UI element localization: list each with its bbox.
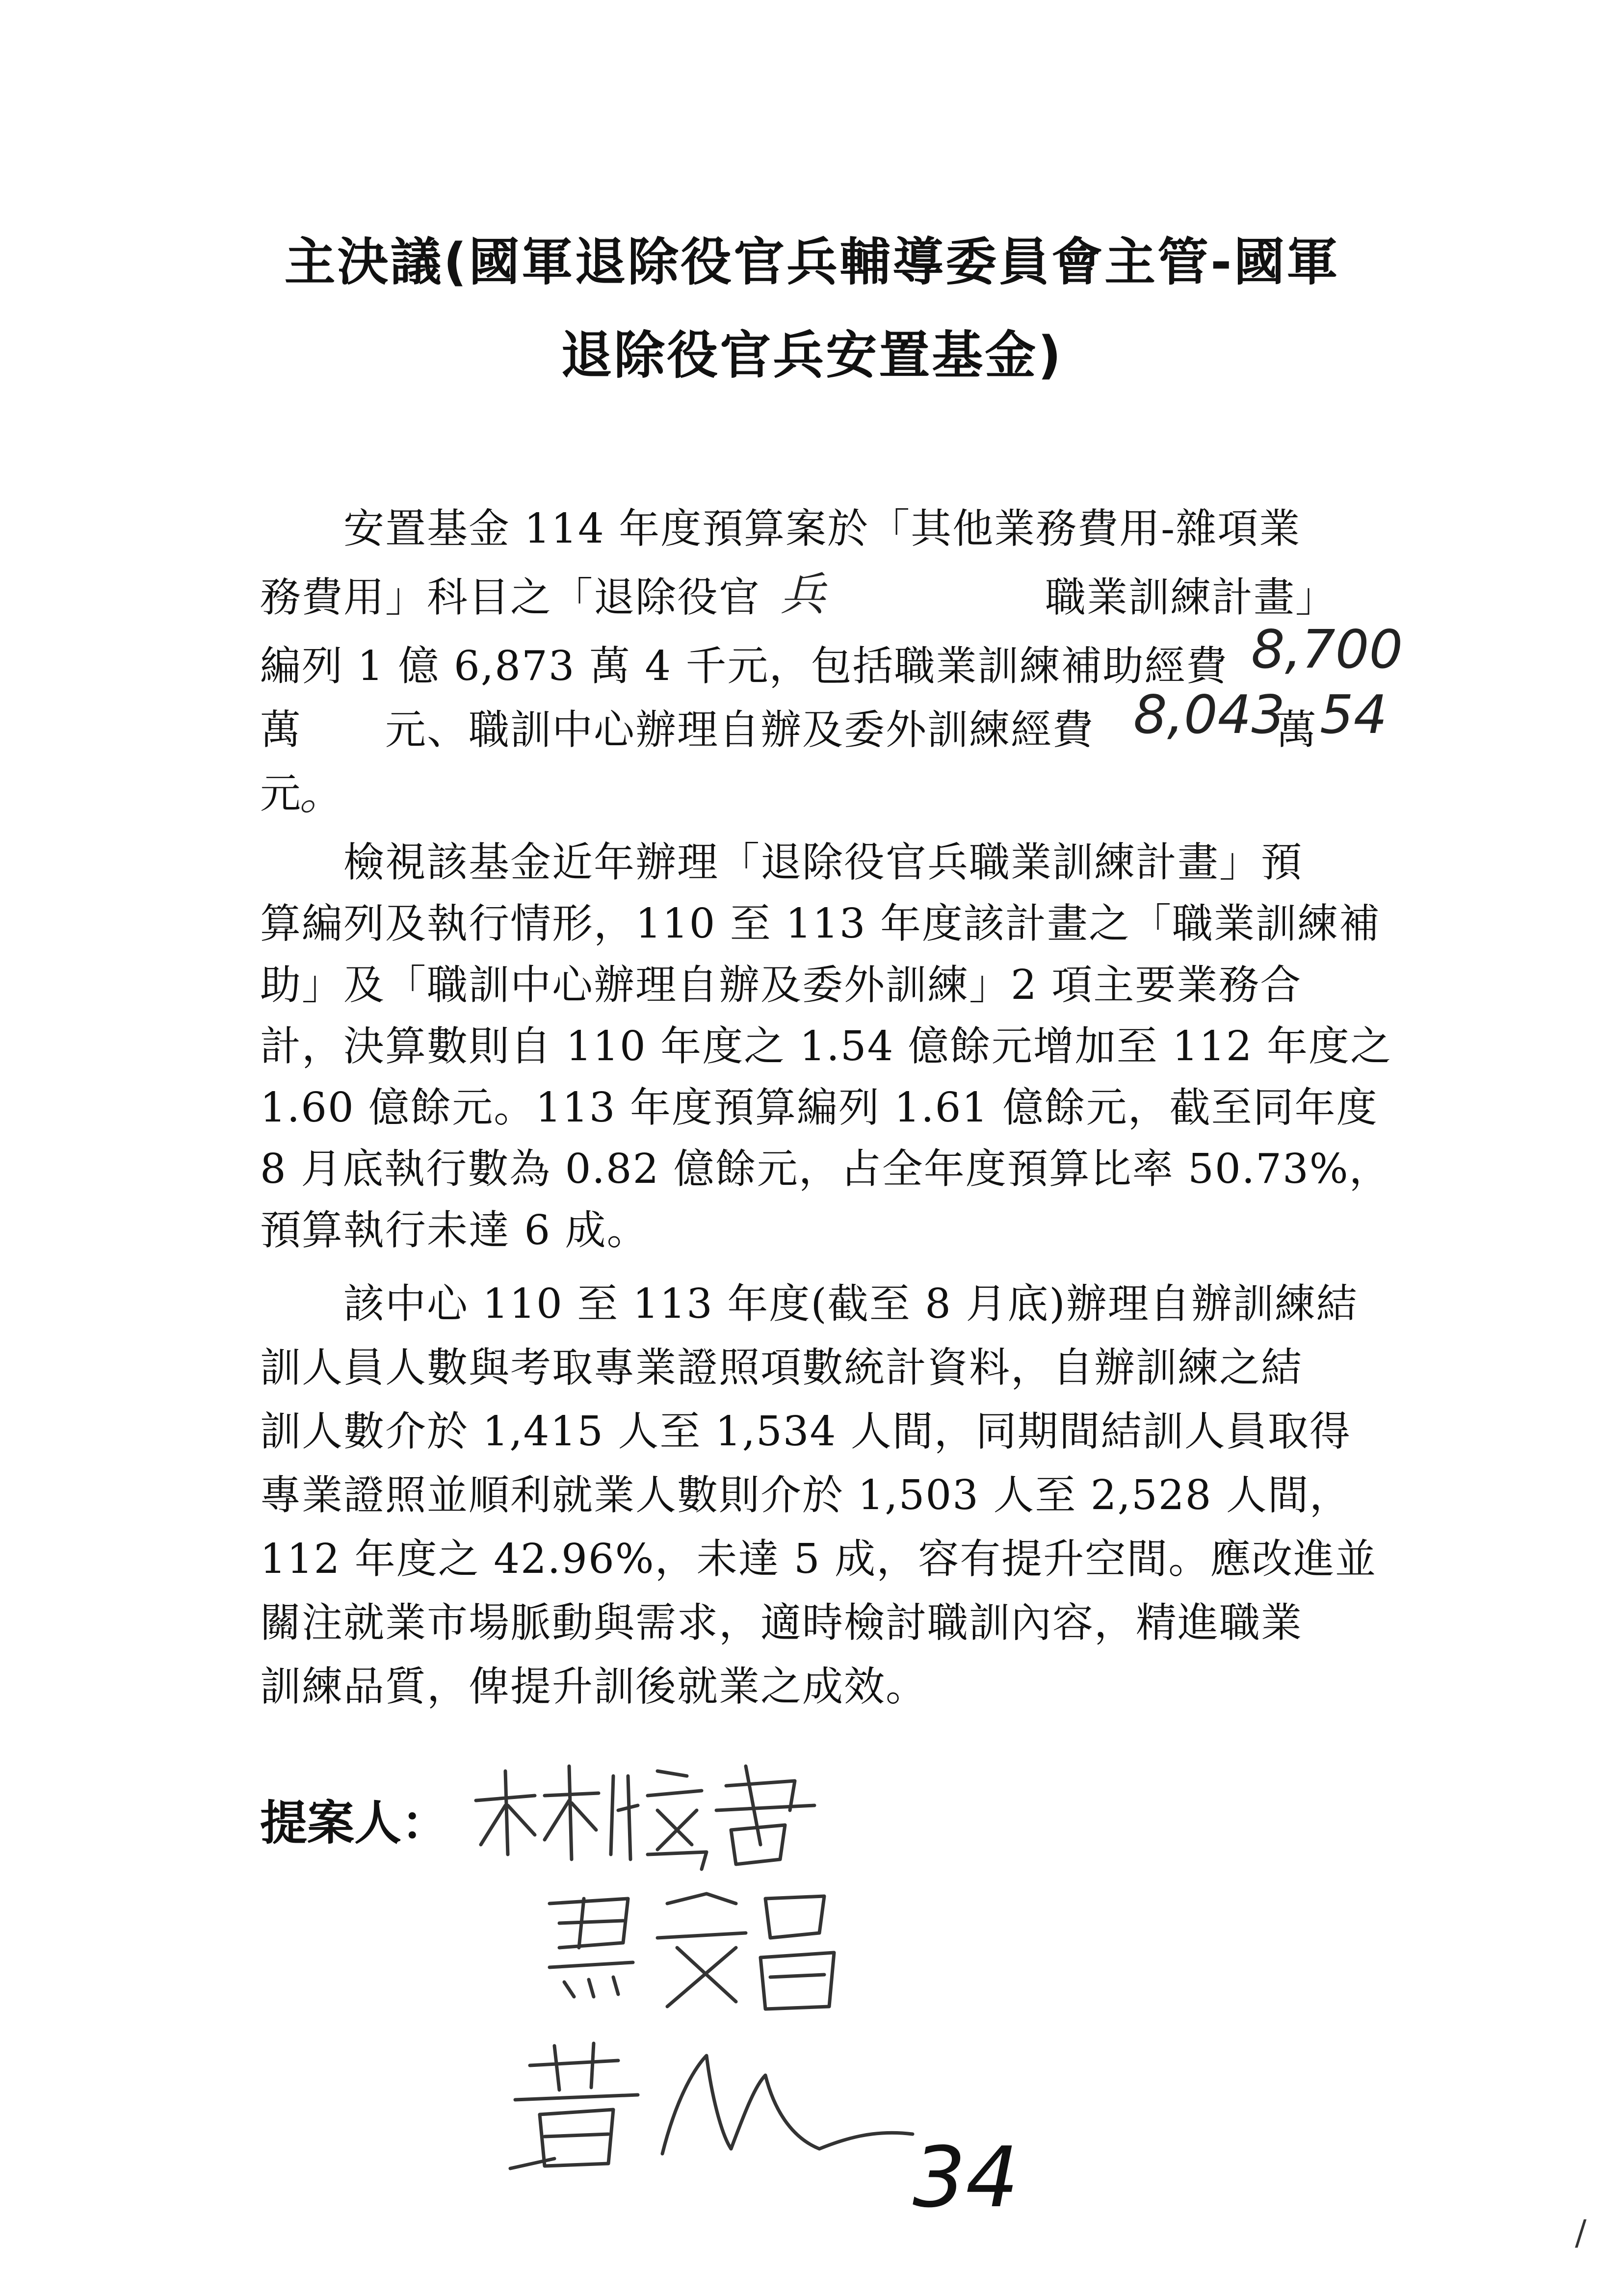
- body-line-12: 預算執行未達 6 成。: [260, 1206, 649, 1254]
- body-line-11: 8 月底執行數為 0.82 億餘元，占全年度預算比率 50.73%，: [260, 1145, 1391, 1193]
- body-line-5: 元: [260, 770, 302, 817]
- body-line-4-wan: 萬: [1276, 706, 1317, 754]
- resolution-title-line-2: 退除役官兵安置基金): [561, 325, 1063, 385]
- handwritten-amount-2: 8,043: [1133, 684, 1285, 746]
- body-line-3: 編列 1 億 6,873 萬 4 千元，包括職業訓練補助經費: [260, 642, 1228, 690]
- body-line-2-tail: 職業訓練計畫」: [1045, 574, 1337, 621]
- body-line-8: 助」及「職訓中心辦理自辦及委外訓練」2 項主要業務合: [260, 961, 1302, 1009]
- signature-1: [471, 1756, 844, 1884]
- proposer-label: 提案人：: [260, 1796, 448, 1851]
- body-line-1: 安置基金 114 年度預算案於「其他業務費用-雜項業: [260, 505, 1301, 552]
- body-line-13: 該中心 110 至 113 年度(截至 8 月底)辦理自辦訓練結: [260, 1280, 1358, 1328]
- body-line-17: 112 年度之 42.96%，未達 5 成，容有提升空間。應改進並: [260, 1535, 1377, 1583]
- resolution-title-line-1: 主決議(國軍退除役官兵輔導委員會主管-國軍: [284, 232, 1340, 292]
- handwritten-amount-1: 8,700: [1251, 619, 1403, 680]
- body-line-9: 計，決算數則自 110 年度之 1.54 億餘元增加至 112 年度之: [260, 1022, 1392, 1070]
- body-line-19: 訓練品質，俾提升訓後就業之成效。: [260, 1663, 927, 1710]
- body-line-7: 算編列及執行情形，110 至 113 年度該計畫之「職業訓練補: [260, 900, 1381, 947]
- handwritten-amount-3: 54: [1320, 684, 1388, 746]
- body-line-2: 務費用」科目之「退除役官: [260, 574, 760, 621]
- body-line-10: 1.60 億餘元。113 年度預算編列 1.61 億餘元，截至同年度: [260, 1084, 1378, 1131]
- body-line-14: 訓人員人數與考取專業證照項數統計資料，自辦訓練之結: [260, 1344, 1303, 1391]
- body-line-15: 訓人數介於 1,415 人至 1,534 人間，同期間結訓人員取得: [260, 1408, 1351, 1455]
- handwritten-bing: 兵: [780, 568, 826, 621]
- signature-3: [500, 2036, 922, 2178]
- body-line-16: 專業證照並順利就業人數則介於 1,503 人至 2,528 人間，: [260, 1471, 1351, 1519]
- corner-mark: /: [1575, 2213, 1587, 2253]
- page-number: 34: [913, 2129, 1019, 2226]
- signature-2: [530, 1884, 854, 2021]
- handwritten-period: 。: [299, 768, 343, 820]
- body-line-6: 檢視該基金近年辦理「退除役官兵職業訓練計畫」預: [260, 838, 1303, 886]
- body-line-4: 萬 元、職訓中心辦理自辦及委外訓練經費: [260, 706, 1094, 754]
- body-line-18: 關注就業市場脈動與需求，適時檢討職訓內容，精進職業: [260, 1599, 1303, 1646]
